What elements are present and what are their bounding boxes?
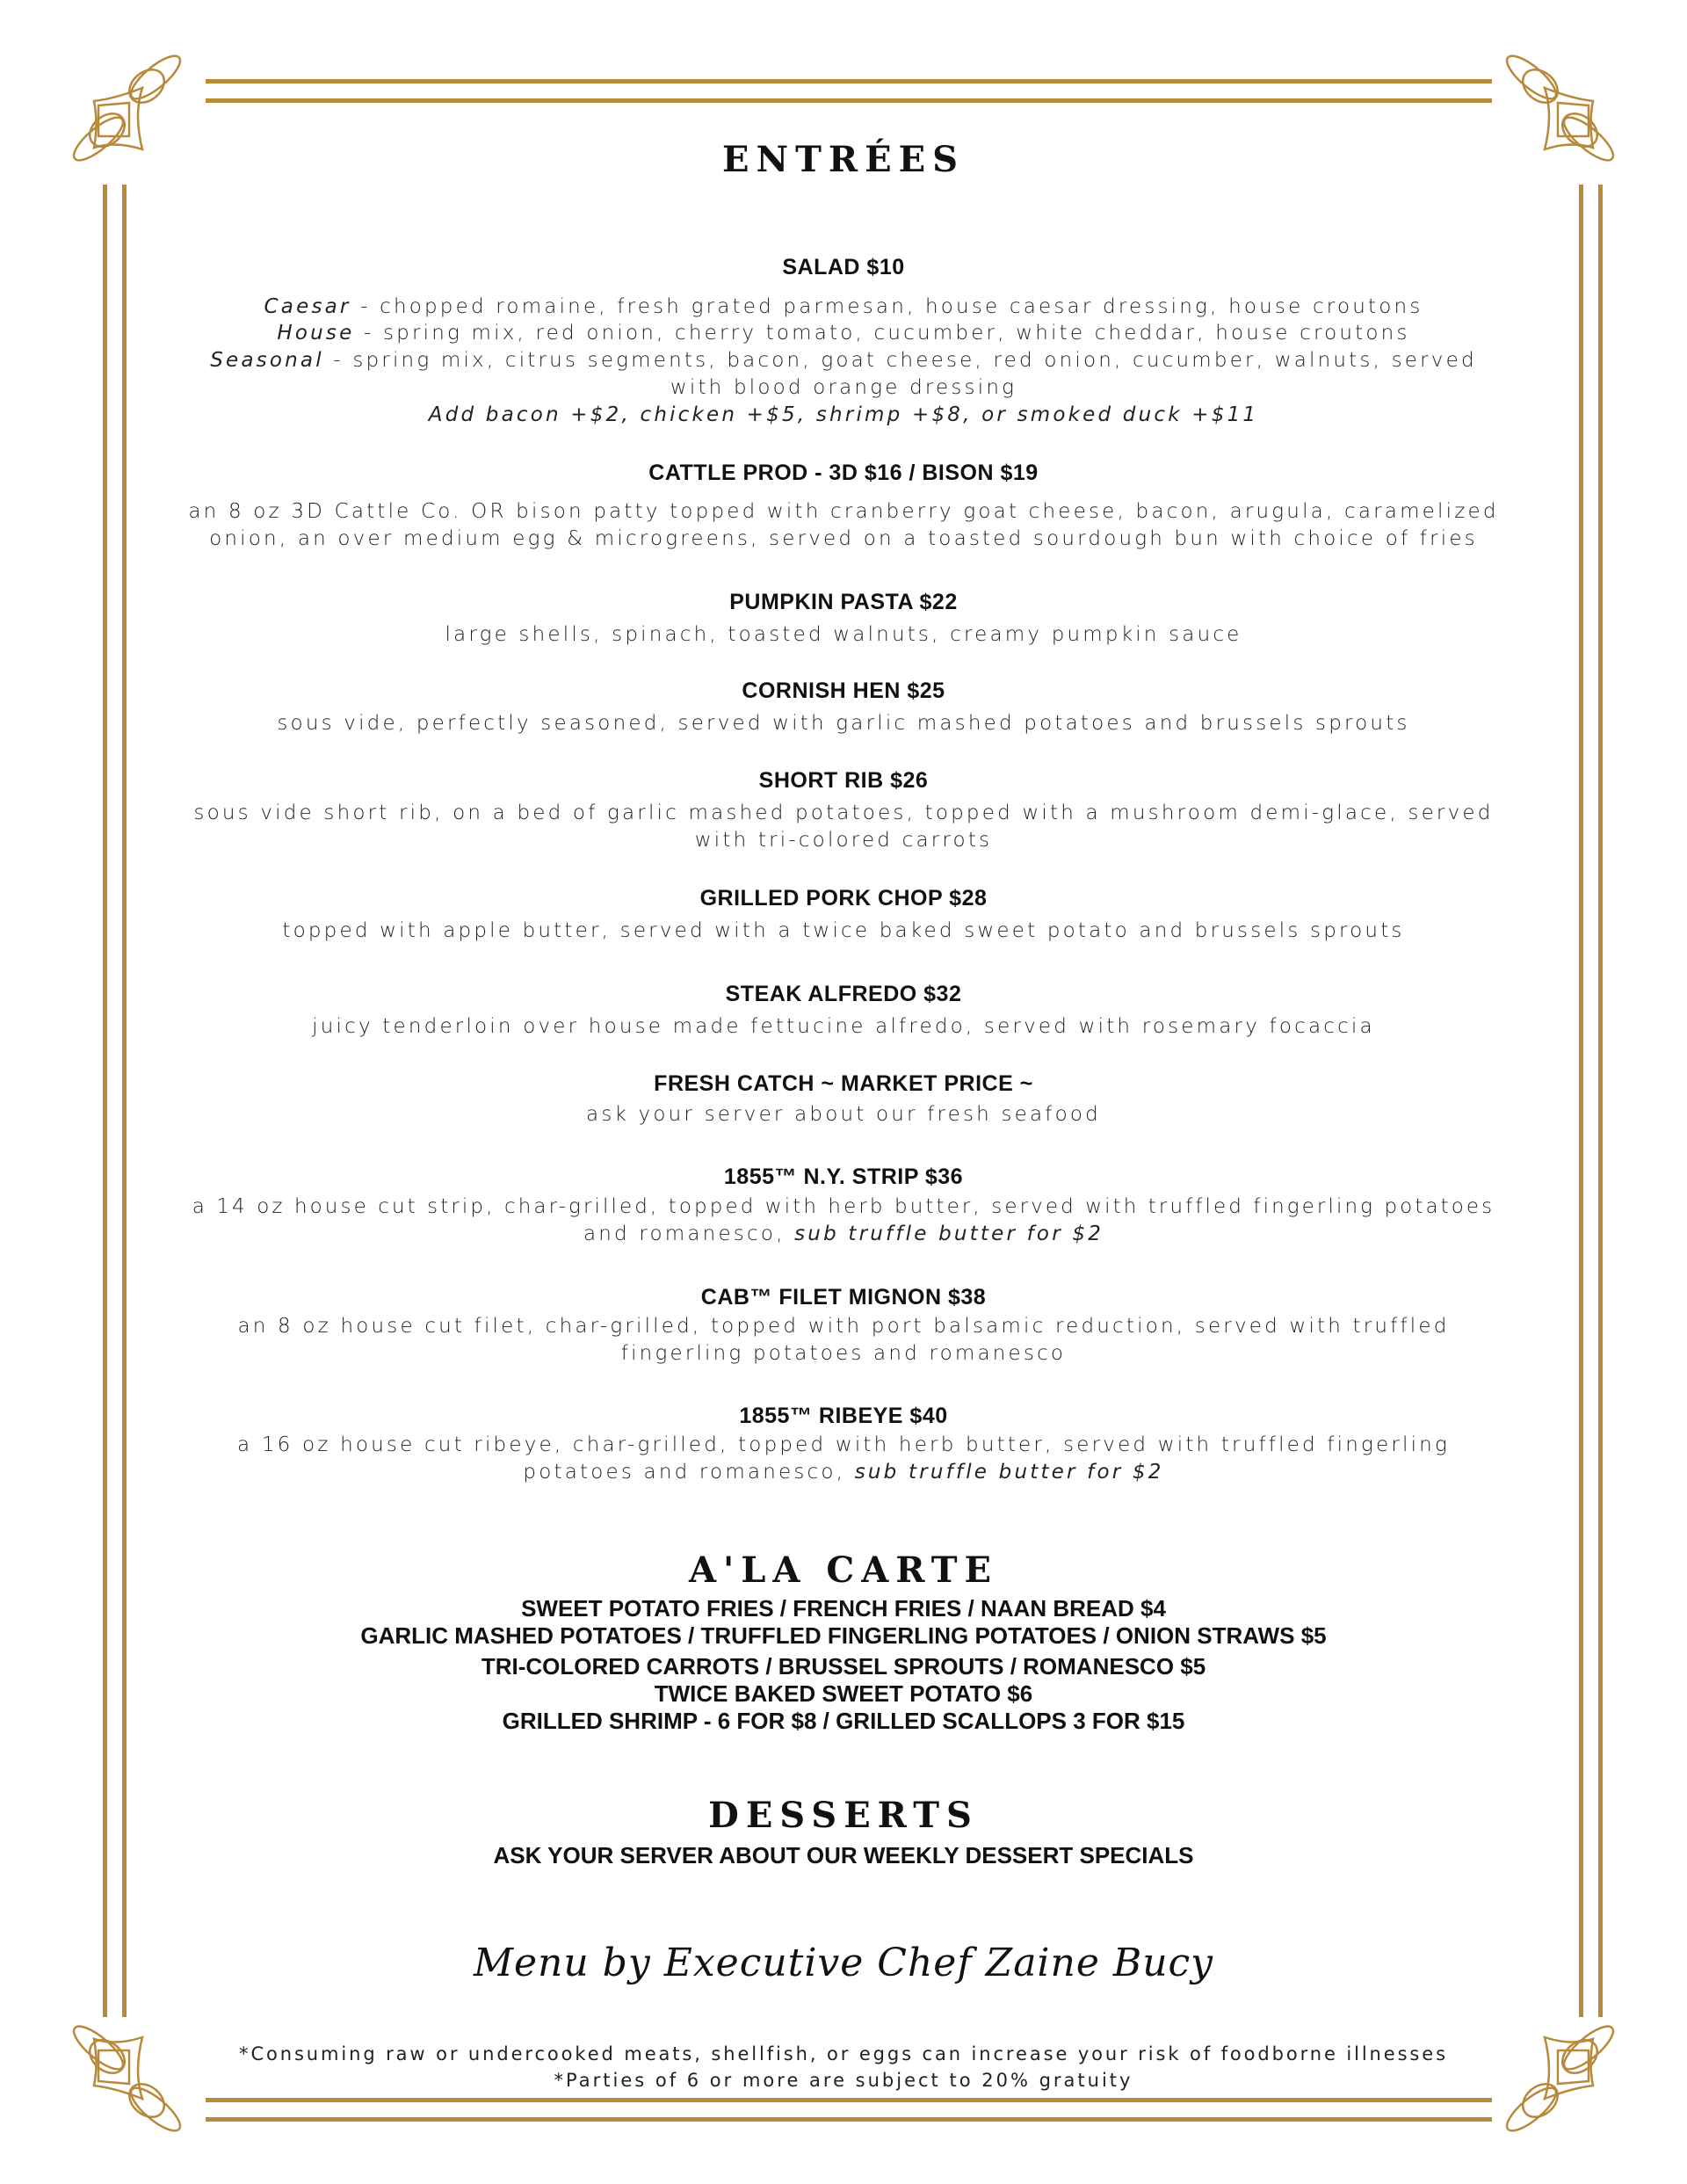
item-desc: a 14 oz house cut strip, char-grilled, topped with herb butter, served with truffled fingerling potatoes (192, 1195, 1495, 1218)
item-title: CATTLE PROD - 3D $16 / BISON $19 (648, 461, 1039, 485)
salad-seasonal-continuation: with blood orange dressing (670, 376, 1017, 399)
item-title: FRESH CATCH ~ MARKET PRICE ~ (654, 1071, 1033, 1096)
item-title: SHORT RIB $26 (758, 768, 929, 793)
item-title: STEAK ALFREDO $32 (725, 982, 962, 1006)
item-title: GRILLED PORK CHOP $28 (699, 886, 988, 911)
item-desc: large shells, spinach, toasted walnuts, creamy pumpkin sauce (445, 623, 1242, 646)
item-desc: with tri-colored carrots (694, 829, 993, 852)
salad-house-line: House - spring mix, red onion, cherry tomato, cucumber, white cheddar, house croutons (277, 322, 1410, 345)
a-la-carte-line: SWEET POTATO FRIES / FRENCH FRIES / NAAN BREAD $4 (521, 1595, 1166, 1622)
item-desc: juicy tenderloin over house made fettucine alfredo, served with rosemary focaccia (312, 1015, 1375, 1038)
item-desc: an 8 oz house cut filet, char-grilled, topped with port balsamic reduction, served with truffled (237, 1315, 1450, 1338)
footnote-gratuity: *Parties of 6 or more are subject to 20% gratuity (554, 2070, 1133, 2091)
item-desc: onion, an over medium egg & microgreens, served on a toasted sourdough bun with choice of fries (209, 527, 1478, 550)
item-desc: potatoes and romanesco, sub truffle butter for $2 (523, 1461, 1164, 1484)
item-desc: sous vide short rib, on a bed of garlic mashed potatoes, topped with a mushroom demi-glace, served (193, 802, 1494, 824)
desserts-title: DESSERTS (708, 1795, 979, 1836)
item-desc: ask your server about our fresh seafood (586, 1103, 1101, 1126)
a-la-carte-line: TRI-COLORED CARROTS / BRUSSEL SPROUTS / ROMANESCO $5 (481, 1653, 1206, 1680)
a-la-carte-title: A'LA CARTE (688, 1549, 999, 1591)
item-title: CORNISH HEN $25 (742, 678, 945, 703)
item-title: PUMPKIN PASTA $22 (729, 590, 958, 614)
salad-title: SALAD $10 (782, 255, 905, 279)
a-la-carte-line: GARLIC MASHED POTATOES / TRUFFLED FINGERLING POTATOES / ONION STRAWS $5 (360, 1622, 1327, 1649)
salad-addons: Add bacon +$2, chicken +$5, shrimp +$8, or smoked duck +$11 (428, 403, 1259, 426)
frame-top-line-1 (206, 79, 1492, 83)
item-desc: fingerling potatoes and romanesco (620, 1342, 1067, 1365)
item-desc: and romanesco, sub truffle butter for $2 (583, 1223, 1104, 1245)
frame-right-line-1 (1579, 185, 1583, 2017)
frame-left-line-1 (103, 185, 107, 2017)
item-desc: a 16 oz house cut ribeye, char-grilled, topped with herb butter, served with truffled fingerling (237, 1433, 1450, 1456)
entrees-title: ENTRÉES (722, 139, 965, 180)
item-title: CAB™ FILET MIGNON $38 (700, 1285, 987, 1310)
desserts-subtitle: ASK YOUR SERVER ABOUT OUR WEEKLY DESSERT SPECIALS (493, 1842, 1194, 1868)
frame-right-line-2 (1598, 185, 1603, 2017)
item-title: 1855™ N.Y. STRIP $36 (723, 1165, 964, 1189)
chef-signature: Menu by Executive Chef Zaine Bucy (473, 1941, 1214, 1985)
item-desc: an 8 oz 3D Cattle Co. OR bison patty topped with cranberry goat cheese, bacon, arugula, caramelized (188, 500, 1499, 523)
a-la-carte-line: GRILLED SHRIMP - 6 FOR $8 / GRILLED SCALLOPS 3 FOR $15 (502, 1708, 1185, 1734)
salad-caesar-line: Caesar - chopped romaine, fresh grated parmesan, house caesar dressing, house croutons (264, 295, 1423, 318)
footnote-food-safety: *Consuming raw or undercooked meats, shellfish, or eggs can increase your risk of foodborne illnesses (239, 2043, 1448, 2064)
salad-seasonal-line: Seasonal - spring mix, citrus segments, bacon, goat cheese, red onion, cucumber, walnuts, served (210, 349, 1477, 372)
item-desc: sous vide, perfectly seasoned, served with garlic mashed potatoes and brussels sprouts (277, 712, 1410, 735)
frame-bottom-line-1 (206, 2098, 1492, 2102)
item-title: 1855™ RIBEYE $40 (739, 1404, 948, 1428)
a-la-carte-line: TWICE BAKED SWEET POTATO $6 (654, 1680, 1033, 1707)
frame-bottom-line-2 (206, 2117, 1492, 2122)
frame-top-line-2 (206, 98, 1492, 103)
item-desc: topped with apple butter, served with a twice baked sweet potato and brussels sprouts (282, 919, 1405, 942)
